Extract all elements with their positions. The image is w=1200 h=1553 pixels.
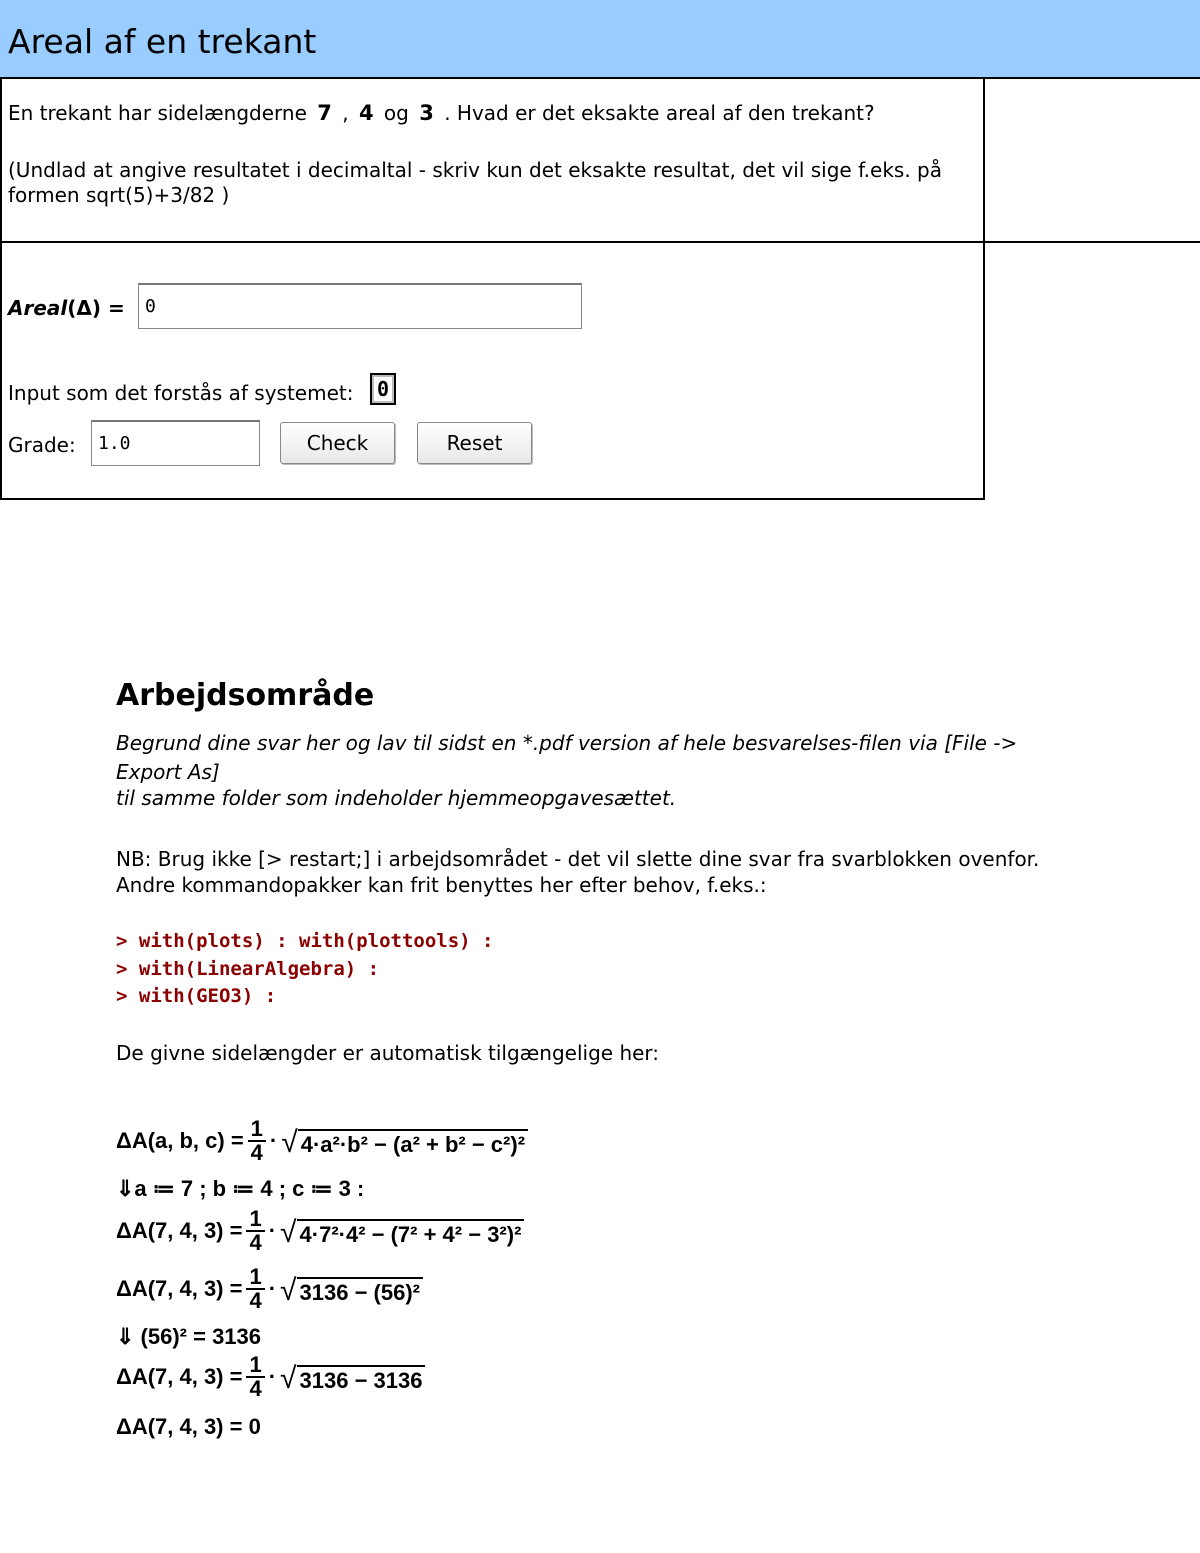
multiply-dot: · — [268, 1364, 277, 1389]
multiply-dot: · — [268, 1276, 277, 1301]
multiply-dot: · — [268, 1218, 277, 1243]
sides-text: De givne sidelængder er automatisk tilgængelige her: — [116, 1041, 660, 1065]
radicand: 4·7²·4² − (7² + 4² − 3²)² — [297, 1219, 525, 1248]
square-root: √ 3136 − 3136 — [280, 1361, 425, 1394]
area-input[interactable]: 0 — [138, 283, 582, 329]
formula-line-6 — [116, 1354, 425, 1400]
formula-lhs: ΔA(7, 4, 3) = — [116, 1364, 243, 1389]
nb-line-1: NB: Brug ikke [> restart;] i arbejdsområdet - det vil slette dine svar fra svarblokken ovenfor. — [116, 847, 1040, 871]
understood-value: 0 — [370, 373, 396, 405]
grade-label: Grade: — [8, 433, 76, 457]
square-root: √ 3136 − (56)² — [280, 1273, 423, 1306]
code-line[interactable]: > with(plots) : with(plottools) : — [116, 930, 494, 952]
question-line-1 — [8, 100, 875, 126]
square-root: √ 4·a²·b² − (a² + b² − c²)² — [281, 1125, 528, 1158]
fraction — [246, 1266, 264, 1312]
question-prefix: En trekant har sidelængderne — [8, 101, 307, 125]
question-title: Areal af en trekant — [8, 22, 317, 61]
formula-lhs: ΔA(7, 4, 3) = — [116, 1218, 243, 1243]
formula-lhs: ΔA(a, b, c) = — [116, 1128, 244, 1153]
code-line[interactable]: > with(GEO3) : — [116, 985, 277, 1007]
understood-label: Input som det forstås af systemet: — [8, 381, 354, 405]
fraction-denominator: 4 — [249, 1376, 262, 1401]
side-a: 7 — [317, 101, 332, 125]
fraction-denominator: 4 — [249, 1230, 262, 1255]
formula-line-5: ⇓ (56)² = 3136 — [116, 1324, 262, 1349]
formula-line-2: ⇓a ≔ 7 ; b ≔ 4 ; c ≔ 3 : — [116, 1176, 365, 1201]
code-line[interactable]: > with(LinearAlgebra) : — [116, 958, 380, 980]
side-b: 4 — [358, 101, 374, 125]
radicand: 3136 − 3136 — [297, 1365, 426, 1394]
fraction-denominator: 4 — [250, 1140, 263, 1165]
fraction-numerator: 1 — [248, 1118, 266, 1142]
work-instructions-1: Begrund dine svar her og lav til sidst en *.pdf version af hele besvarelses-filen via [File -> — [116, 731, 1018, 755]
work-instructions-3: til samme folder som indeholder hjemmeopgavesættet. — [116, 786, 677, 810]
area-label — [8, 296, 125, 320]
question-line-3: formen sqrt(5)+3/82 ) — [8, 183, 230, 207]
check-button[interactable]: Check — [280, 422, 395, 464]
grade-field: 1.0 — [91, 420, 260, 466]
work-instructions-2: Export As] — [116, 760, 220, 784]
work-area-title: Arbejdsområde — [116, 678, 375, 713]
question-text — [0, 77, 1200, 243]
radicand: 4·a²·b² − (a² + b² − c²)² — [298, 1129, 528, 1158]
formula-line-1 — [116, 1118, 528, 1164]
area-label-name: Areal — [8, 296, 68, 320]
nb-line-2: Andre kommandopakker kan frit benyttes her efter behov, f.eks.: — [116, 873, 767, 897]
question-header — [0, 0, 1200, 79]
formula-line-7: ΔA(7, 4, 3) = 0 — [116, 1414, 261, 1439]
side-c: 3 — [419, 101, 434, 125]
square-root: √ 4·7²·4² − (7² + 4² − 3²)² — [280, 1215, 524, 1248]
fraction-numerator: 1 — [246, 1354, 264, 1378]
fraction-numerator: 1 — [246, 1208, 264, 1232]
question-suffix: . Hvad er det eksakte areal af den trekant? — [444, 101, 875, 125]
fraction-denominator: 4 — [249, 1288, 262, 1313]
fraction — [246, 1208, 264, 1254]
fraction — [246, 1354, 264, 1400]
fraction — [248, 1118, 266, 1164]
multiply-dot: · — [269, 1128, 278, 1153]
separator-2: og — [383, 101, 409, 125]
question-line-2: (Undlad at angive resultatet i decimaltal - skriv kun det eksakte resultat, det vil sige f.eks. på — [8, 158, 942, 182]
radicand: 3136 − (56)² — [297, 1277, 423, 1306]
separator-1: , — [342, 101, 349, 125]
question-block — [0, 0, 985, 500]
area-label-arg: (Δ) = — [67, 296, 125, 320]
formula-lhs: ΔA(7, 4, 3) = — [116, 1276, 243, 1301]
fraction-numerator: 1 — [246, 1266, 264, 1290]
reset-button[interactable]: Reset — [417, 422, 532, 464]
formula-line-4 — [116, 1266, 423, 1312]
formula-line-3 — [116, 1208, 524, 1254]
